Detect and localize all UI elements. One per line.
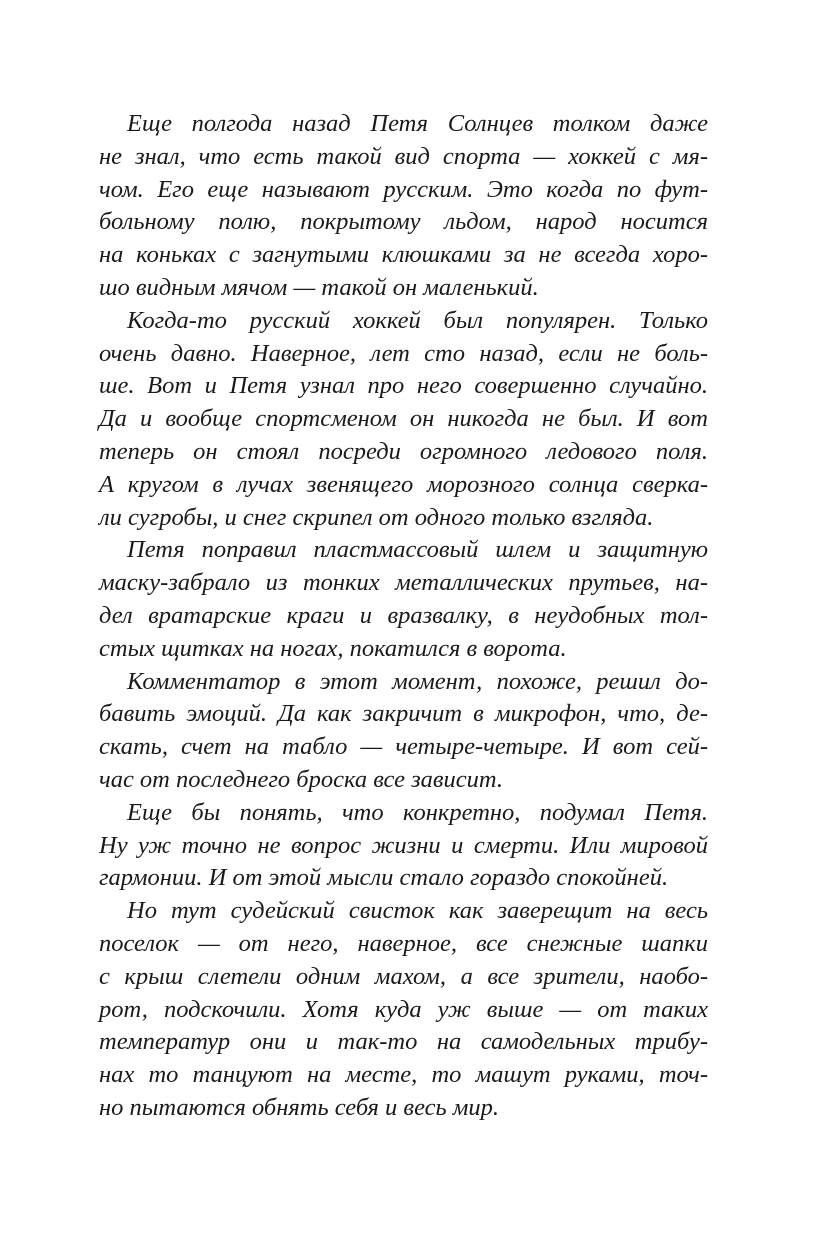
paragraph xyxy=(99,108,708,305)
text-line: теперь он стоял посреди огромного ледового поля. xyxy=(99,437,708,465)
paragraph xyxy=(99,797,708,895)
text-line: чом. Его еще называют русским. Это когда по фут- xyxy=(99,175,708,203)
text-line: шо видным мячом — такой он маленький. xyxy=(99,273,539,301)
text-line: Петя поправил пластмассовый шлем и защитную xyxy=(127,536,708,564)
text-line: больному полю, покрытому льдом, народ носится xyxy=(99,208,708,236)
paragraph xyxy=(99,305,708,535)
text-line: Еще полгода назад Петя Солнцев толком даже xyxy=(127,110,708,137)
text-line: ли сугробы, и снег скрипел от одного только взгляда. xyxy=(99,503,654,531)
text-line: поселок — от него, наверное, все снежные шапки xyxy=(99,929,708,957)
text-line: очень давно. Наверное, лет сто назад, если не боль- xyxy=(99,339,708,367)
text-line: А кругом в лучах звенящего морозного солнца сверка- xyxy=(99,470,708,498)
text-line: ше. Вот и Петя узнал про него совершенно случайно. xyxy=(99,372,708,400)
text-line: Еще бы понять, что конкретно, подумал Петя. xyxy=(127,798,708,826)
text-line: час от последнего броска все зависит. xyxy=(99,765,504,793)
text-line: бавить эмоций. Да как закричит в микрофон, что, де- xyxy=(99,700,708,728)
text-line: дел вратарские краги и вразвалку, в неудобных тол- xyxy=(99,601,708,629)
text-line: на коньках с загнутыми клюшками за не всегда хоро- xyxy=(99,241,708,269)
text-line: скать, счет на табло — четыре-четыре. И вот сей- xyxy=(99,733,708,761)
text-line: нах то танцуют на месте, то машут руками, точ- xyxy=(99,1061,708,1089)
text-line: стых щитках на ногах, покатился в ворота. xyxy=(99,634,567,662)
text-line: Когда-то русский хоккей был популярен. Только xyxy=(127,306,708,334)
paragraph xyxy=(99,534,708,665)
text-line: температур они и так-то на самодельных трибу- xyxy=(99,1028,708,1056)
text-line: Да и вообще спортсменом он никогда не был. И вот xyxy=(99,405,708,433)
text-line: Комментатор в этот момент, похоже, решил до- xyxy=(127,667,708,695)
text-line: не знал, что есть такой вид спорта — хоккей с мя- xyxy=(99,142,708,170)
text-line: маску-забрало из тонких металлических прутьев, на- xyxy=(99,569,708,597)
paragraph xyxy=(99,895,708,1125)
text-line: гармонии. И от этой мысли стало гораздо спокойней. xyxy=(99,864,669,892)
paragraph xyxy=(99,666,708,797)
text-line: с крыш слетели одним махом, а все зрители, наобо- xyxy=(99,962,708,990)
text-line: Но тут судейский свисток как заверещит на весь xyxy=(127,897,708,925)
text-line: Ну уж точно не вопрос жизни и смерти. Или мировой xyxy=(99,831,708,859)
text-line: но пытаются обнять себя и весь мир. xyxy=(99,1093,500,1121)
book-page-text xyxy=(99,108,708,1125)
text-line: рот, подскочили. Хотя куда уж выше — от таких xyxy=(99,995,708,1023)
